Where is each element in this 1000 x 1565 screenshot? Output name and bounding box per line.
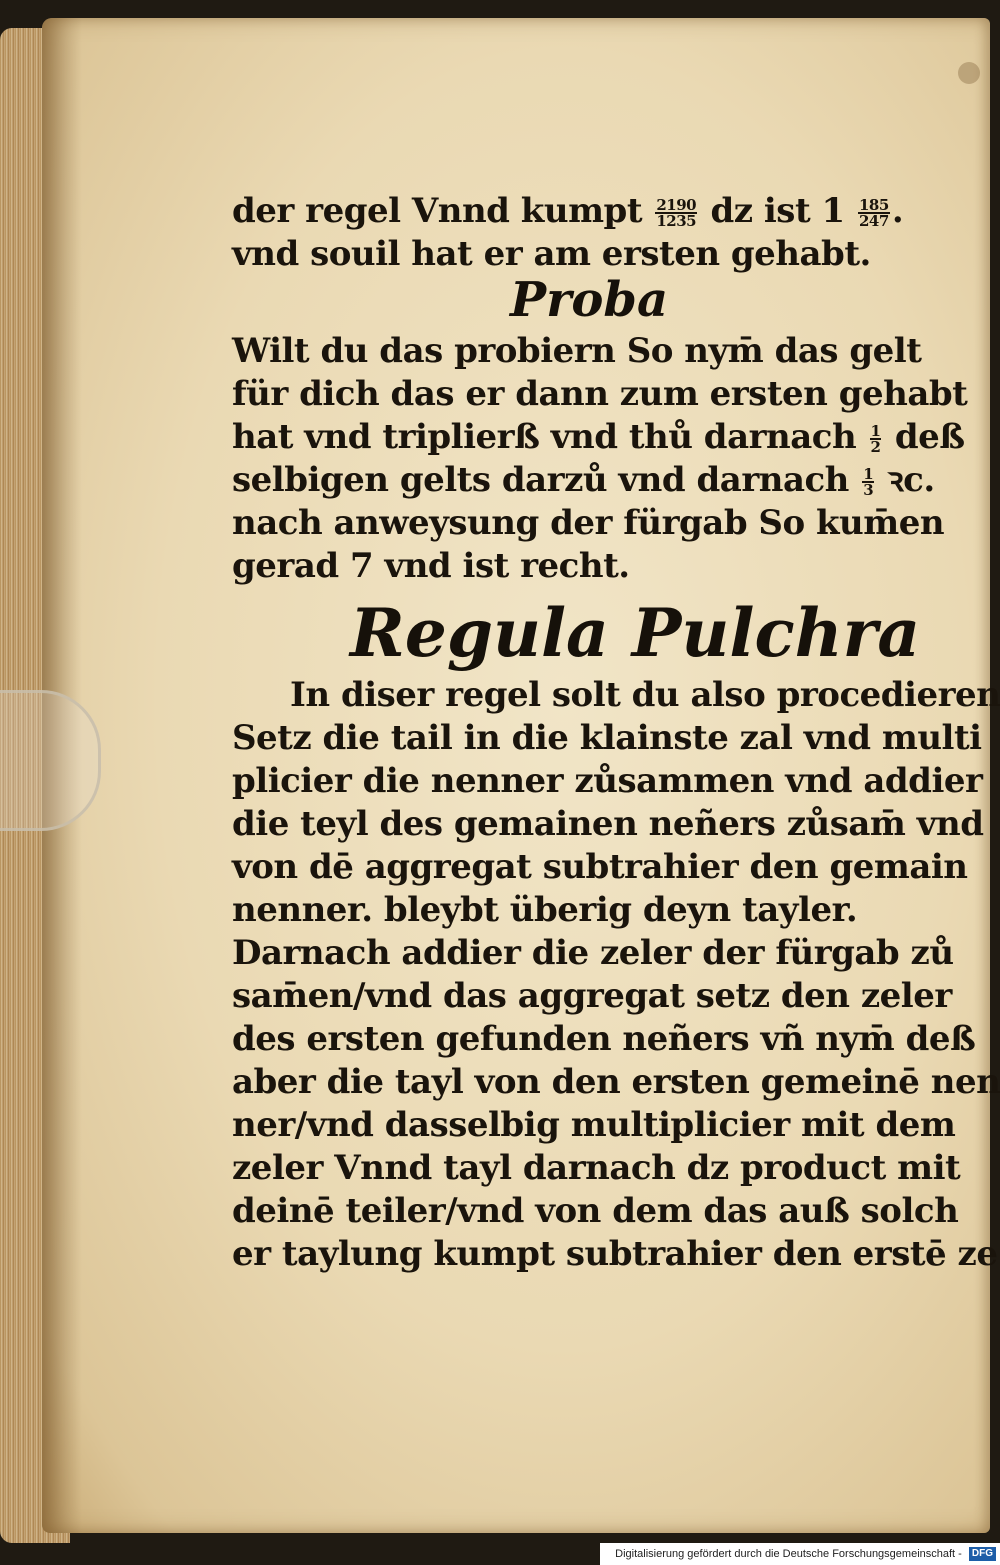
- text-line: Setz die tail in die klainste zal vnd multi: [232, 718, 982, 758]
- fraction: [862, 467, 874, 497]
- text-line: für dich das er dann zum ersten gehabt: [232, 374, 968, 414]
- text-line: Darnach addier die zeler der fürgab zů: [232, 933, 954, 973]
- line-text: .: [891, 191, 904, 231]
- text-line: [232, 190, 932, 233]
- line-text: der regel Vnnd kumpt: [232, 191, 643, 231]
- line-text: dz ist 1: [710, 191, 845, 231]
- fraction-denominator: 3: [863, 481, 874, 499]
- fraction-numerator: 185: [859, 196, 889, 214]
- text-line: zeler Vnnd tayl darnach dz product mit: [232, 1148, 961, 1188]
- fraction: [870, 424, 882, 454]
- line-text: deß: [894, 417, 965, 457]
- text-line: plicier die nenner zůsammen vnd addier: [232, 761, 983, 801]
- text-line: [232, 459, 935, 502]
- text-line: aber die tayl von den ersten gemeinē nen: [232, 1062, 1000, 1102]
- page-text: [232, 190, 1000, 1276]
- text-line: Wilt du das probiern So nym̄ das gelt: [232, 331, 922, 371]
- digitization-credit-bar: [600, 1543, 1000, 1565]
- fraction: [655, 198, 697, 228]
- dfg-logo: DFG: [969, 1547, 996, 1561]
- line-text: selbigen gelts darzů vnd darnach: [232, 460, 849, 500]
- text-line: deinē teiler/vnd von dem das auß solch: [232, 1191, 959, 1231]
- text-line: [232, 416, 965, 459]
- text-line: von dē aggregat subtrahier den gemain: [232, 847, 968, 887]
- fraction-denominator: 1235: [656, 212, 697, 230]
- paper-stain: [958, 62, 980, 84]
- text-line: nenner. bleybt überig deyn tayler.: [232, 890, 858, 930]
- digitization-credit: Digitalisierung gefördert durch die Deutsche Forschungsgemeinschaft -: [615, 1548, 962, 1560]
- fraction-numerator: 1: [863, 465, 874, 483]
- text-line: nach anweysung der fürgab So kum̄en: [232, 503, 945, 543]
- text-line: die teyl des gemainen neñers zůsam̄ vnd: [232, 804, 984, 844]
- text-line: er taylung kumpt subtrahier den erstē ze: [232, 1234, 998, 1274]
- text-line: In diser regel solt du also procedieren: [290, 675, 1000, 715]
- heading-regula-pulchra: Regula Pulchra: [350, 594, 921, 672]
- fraction-denominator: 2: [870, 438, 881, 456]
- line-text: ꝛc.: [887, 460, 935, 500]
- fraction-numerator: 1: [870, 422, 881, 440]
- heading-proba: Proba: [510, 272, 669, 328]
- text-line: gerad 7 vnd ist recht.: [232, 546, 630, 586]
- fraction-numerator: 2190: [656, 196, 697, 214]
- text-line: vnd souil hat er am ersten gehabt.: [232, 234, 871, 274]
- text-line: sam̄en/vnd das aggregat setz den zeler: [232, 976, 952, 1016]
- line-text: hat vnd triplierß vnd thů darnach: [232, 417, 857, 457]
- text-line: ner/vnd dasselbig multiplicier mit dem: [232, 1105, 956, 1145]
- fraction: [858, 198, 890, 228]
- fraction-denominator: 247: [859, 212, 889, 230]
- bookmark-ribbon: [0, 690, 101, 831]
- text-line: des ersten gefunden neñers vñ nym̄ deß: [232, 1019, 976, 1059]
